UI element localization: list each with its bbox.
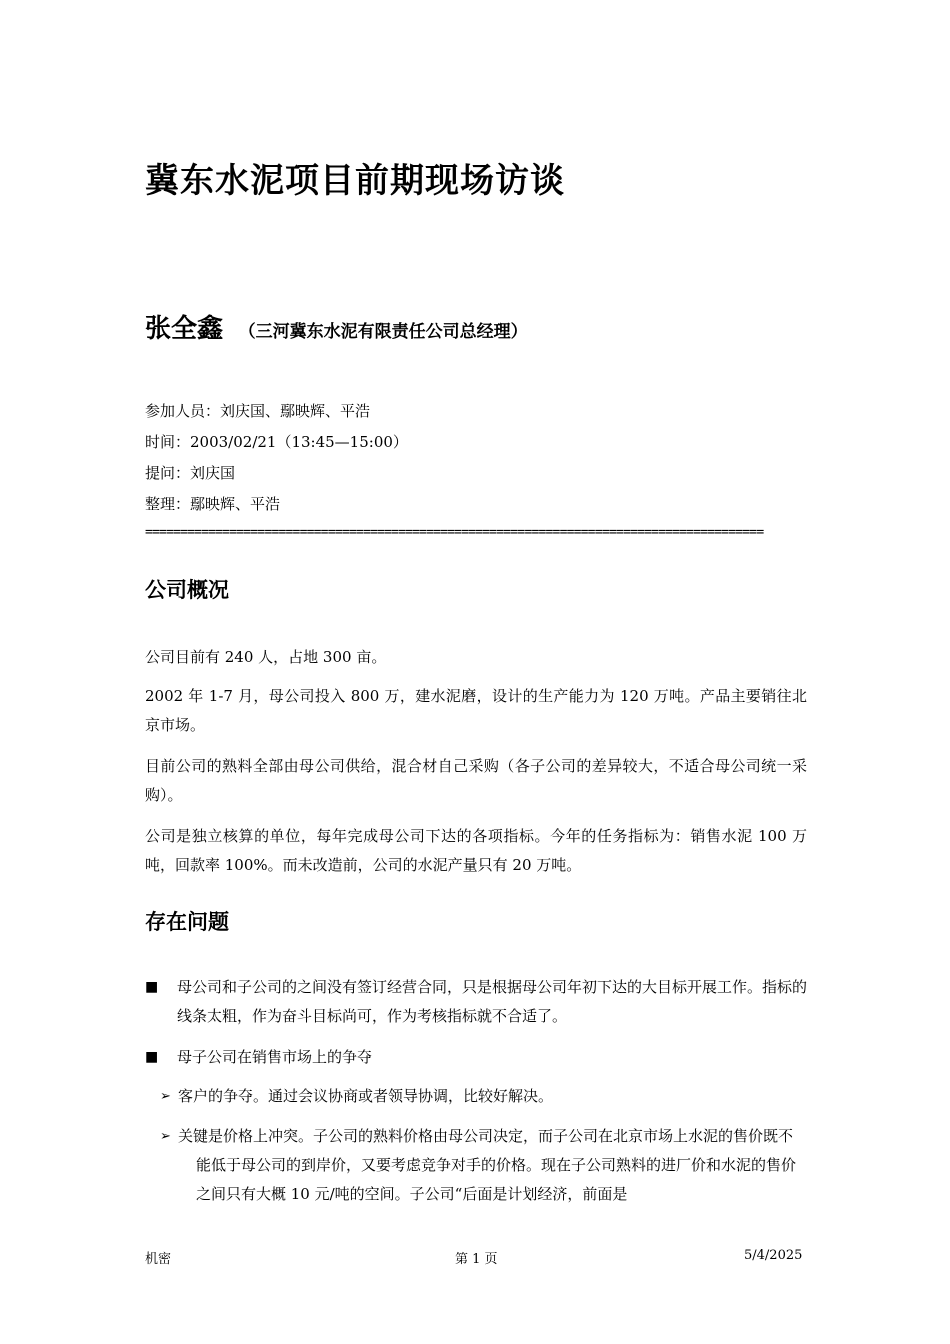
bullet-text: 母公司和子公司的之间没有签订经营合同，只是根据母公司年初下达的大目标开展工作。指标的线条太粗，作为奋斗目标尚可，作为考核指标就不合适了。 [177, 978, 808, 1025]
square-bullet-icon: ■ [145, 1049, 159, 1065]
meta-questioner: 提问：刘庆国 [145, 464, 236, 482]
sub-bullet-text: 客户的争夺。通过会议协商或者领导协调，比较好解决。 [178, 1087, 554, 1105]
footer-page-number: 第 1 页 [455, 1252, 498, 1267]
sub-bullet-item [160, 1082, 807, 1111]
document-title: 冀东水泥项目前期现场访谈 [145, 161, 565, 201]
paragraph: 目前公司的熟料全部由母公司供给，混合材自己采购（各子公司的差异较大，不适合母公司统一采购）。 [145, 757, 807, 804]
bullet-item [145, 973, 807, 1031]
bullet-text: 母子公司在销售市场上的争夺 [177, 1048, 373, 1066]
section-heading-issues: 存在问题 [145, 910, 229, 934]
meta-editors: 整理：鄢映辉、平浩 [145, 495, 281, 513]
separator-line: ======================================================================================== [145, 525, 764, 540]
footer-date: 5/4/2025 [744, 1248, 803, 1263]
square-bullet-icon: ■ [145, 979, 159, 995]
meta-participants: 参加人员：刘庆国、鄢映辉、平浩 [145, 402, 371, 420]
interviewee-role: （三河冀东水泥有限责任公司总经理） [238, 322, 528, 342]
paragraph: 公司是独立核算的单位，每年完成母公司下达的各项指标。今年的任务指标为：销售水泥 100 万吨，回款率 100%。而未改造前，公司的水泥产量只有 20 万吨。 [145, 827, 807, 874]
footer-confidential: 机密 [145, 1252, 172, 1267]
paragraph: 2002 年 1-7 月，母公司投入 800 万，建水泥磨，设计的生产能力为 120 万吨。产品主要销往北京市场。 [145, 687, 807, 734]
meta-time: 时间：2003/02/21（13:45—15:00） [145, 433, 408, 451]
paragraph: 公司目前有 240 人，占地 300 亩。 [145, 648, 387, 666]
arrow-bullet-icon: ➢ [160, 1089, 171, 1104]
section-heading-overview: 公司概况 [145, 578, 229, 602]
bullet-item [145, 1043, 807, 1072]
sub-bullet-text: 关键是价格上冲突。子公司的熟料价格由母公司决定，而子公司在北京市场上水泥的售价既不能低于母公司的到岸价，又要考虑竞争对手的价格。现在子公司熟料的进厂价和水泥的售价之间只有大概 10 元/吨的空间。子公司“后面是计划经济，前面是 [178, 1127, 797, 1203]
arrow-bullet-icon: ➢ [160, 1129, 171, 1144]
interviewee-heading [145, 308, 528, 345]
sub-bullet-item [160, 1122, 807, 1209]
interviewee-name: 张全鑫 [145, 314, 224, 344]
